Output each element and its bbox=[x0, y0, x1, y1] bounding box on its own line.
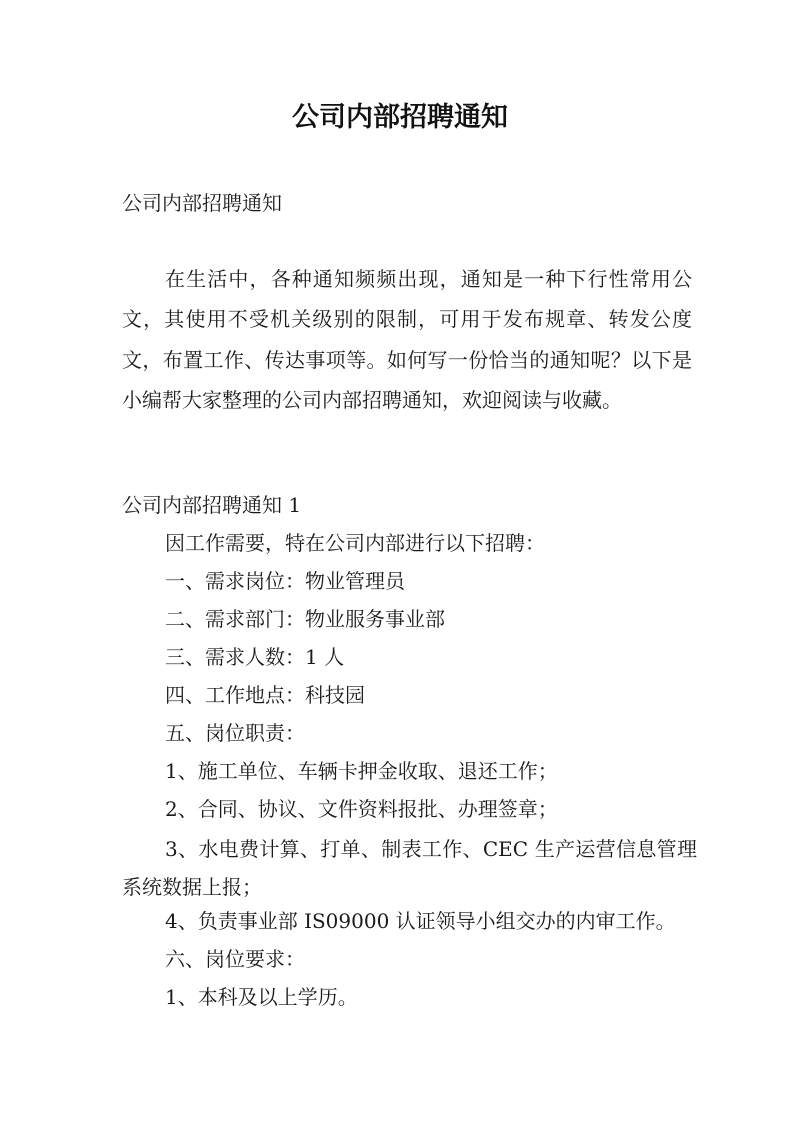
body-paragraph: 3、水电费计算、打单、制表工作、CEC 生产运营信息管理系统数据上报； bbox=[122, 837, 697, 899]
document-subtitle: 公司内部招聘通知 bbox=[122, 191, 282, 215]
body-line: 五、岗位职责： bbox=[165, 721, 305, 745]
body-line: 二、需求部门：物业服务事业部 bbox=[165, 607, 445, 631]
body-line: 一、需求岗位：物业管理员 bbox=[165, 569, 405, 593]
document-title: 公司内部招聘通知 bbox=[292, 102, 508, 133]
body-line: 1、本科及以上学历。 bbox=[165, 985, 358, 1009]
body-line: 三、需求人数：1 人 bbox=[165, 645, 345, 669]
body-line: 因工作需要，特在公司内部进行以下招聘： bbox=[165, 531, 545, 555]
section-heading: 公司内部招聘通知 1 bbox=[122, 493, 302, 517]
body-line: 四、工作地点：科技园 bbox=[165, 683, 365, 707]
body-line: 2、合同、协议、文件资料报批、办理签章； bbox=[165, 797, 558, 821]
body-line: 1、施工单位、车辆卡押金收取、退还工作； bbox=[165, 759, 558, 783]
intro-paragraph: 在生活中，各种通知频频出现，通知是一种下行性常用公文，其使用不受机关级别的限制，可用于发布规章、转发公度文，布置工作、传达事项等。如何写一份恰当的通知呢？以下是小编帮大家整理的公司内部招聘通知，欢迎阅读与收藏。 bbox=[122, 267, 692, 412]
body-line: 六、岗位要求： bbox=[165, 947, 305, 971]
body-line: 4、负责事业部 IS09000 认证领导小组交办的内审工作。 bbox=[165, 909, 676, 933]
